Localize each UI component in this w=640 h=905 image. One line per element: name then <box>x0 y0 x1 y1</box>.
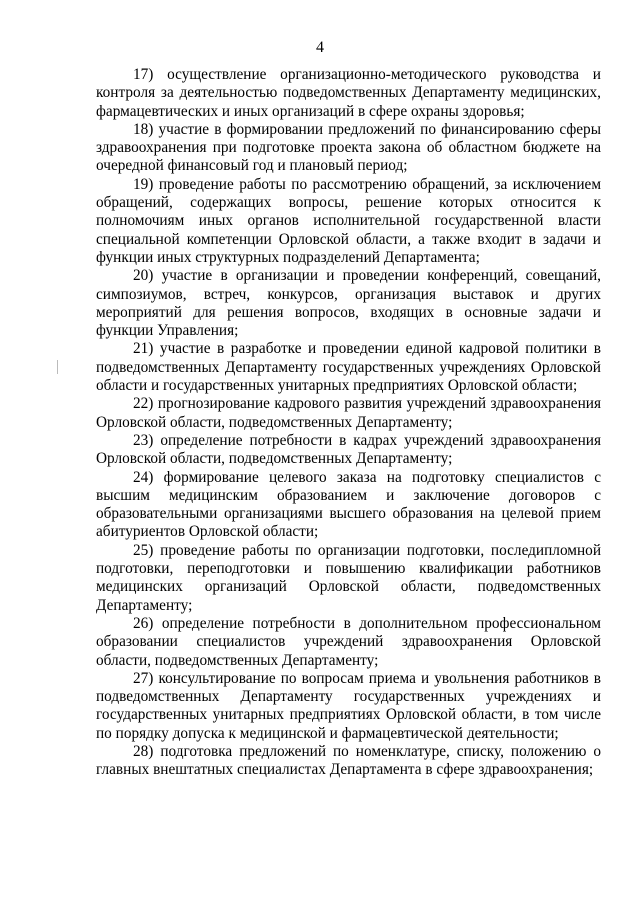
paragraph-20: 20) участие в организации и проведении конференций, совещаний, симпозиумов, встреч, конкурсов, организация выставок и других мероприятий для решения вопросов, входящих в основные задачи и функции Управления; <box>96 267 601 340</box>
paragraph-19: 19) проведение работы по рассмотрению обращений, за исключением обращений, содержащих вопросы, решение которых относится к полномочиям иных органов исполнительной государственной власти специальной компетенции Орловской области, а также входит в задачи и функции иных структурных подразделений Департамента; <box>96 175 601 266</box>
paragraph-26: 26) определение потребности в дополнительном профессиональном образовании специалистов учреждений здравоохранения Орловской области, подведомственных Департаменту; <box>96 614 601 669</box>
paragraph-24: 24) формирование целевого заказа на подготовку специалистов с высшим медицинским образованием и заключение договоров с образовательными организациями высшего образования на целевой прием абитуриентов Орловской области; <box>96 468 601 541</box>
paragraph-27: 27) консультирование по вопросам приема и увольнения работников в подведомственных Департаменту государственных учреждениях и государственных унитарных предприятиях Орловской области, в том числе по порядку допуска к медицинской и фармацевтической деятельности; <box>96 669 601 742</box>
paragraph-28: 28) подготовка предложений по номенклатуре, списку, положению о главных внештатных специалистах Департамента в сфере здравоохранения; <box>96 742 601 779</box>
paragraph-21: 21) участие в разработке и проведении единой кадровой политики в подведомственных Департаменту государственных учреждениях Орловской области и государственных унитарных предприятиях Орловской области; <box>96 340 601 395</box>
document-body <box>96 66 601 780</box>
paragraph-17: 17) осуществление организационно-методического руководства и контроля за деятельностью подведомственных Департаменту медицинских, фармацевтических и иных организаций в сфере охраны здоровья; <box>96 66 601 120</box>
margin-mark <box>57 360 58 374</box>
paragraph-22: 22) прогнозирование кадрового развития учреждений здравоохранения Орловской области, подведомственных Департаменту; <box>96 395 601 431</box>
paragraph-18: 18) участие в формировании предложений по финансированию сферы здравоохранения при подготовке проекта закона об областном бюджете на очередной финансовый год и плановый период; <box>96 120 601 175</box>
paragraph-25: 25) проведение работы по организации подготовки, последипломной подготовки, переподготовки и повышению квалификации работников медицинских организаций Орловской области, подведомственных Департаменту; <box>96 541 601 614</box>
paragraph-23: 23) определение потребности в кадрах учреждений здравоохранения Орловской области, подведомственных Департаменту; <box>96 431 601 468</box>
page-number: 4 <box>316 39 324 56</box>
